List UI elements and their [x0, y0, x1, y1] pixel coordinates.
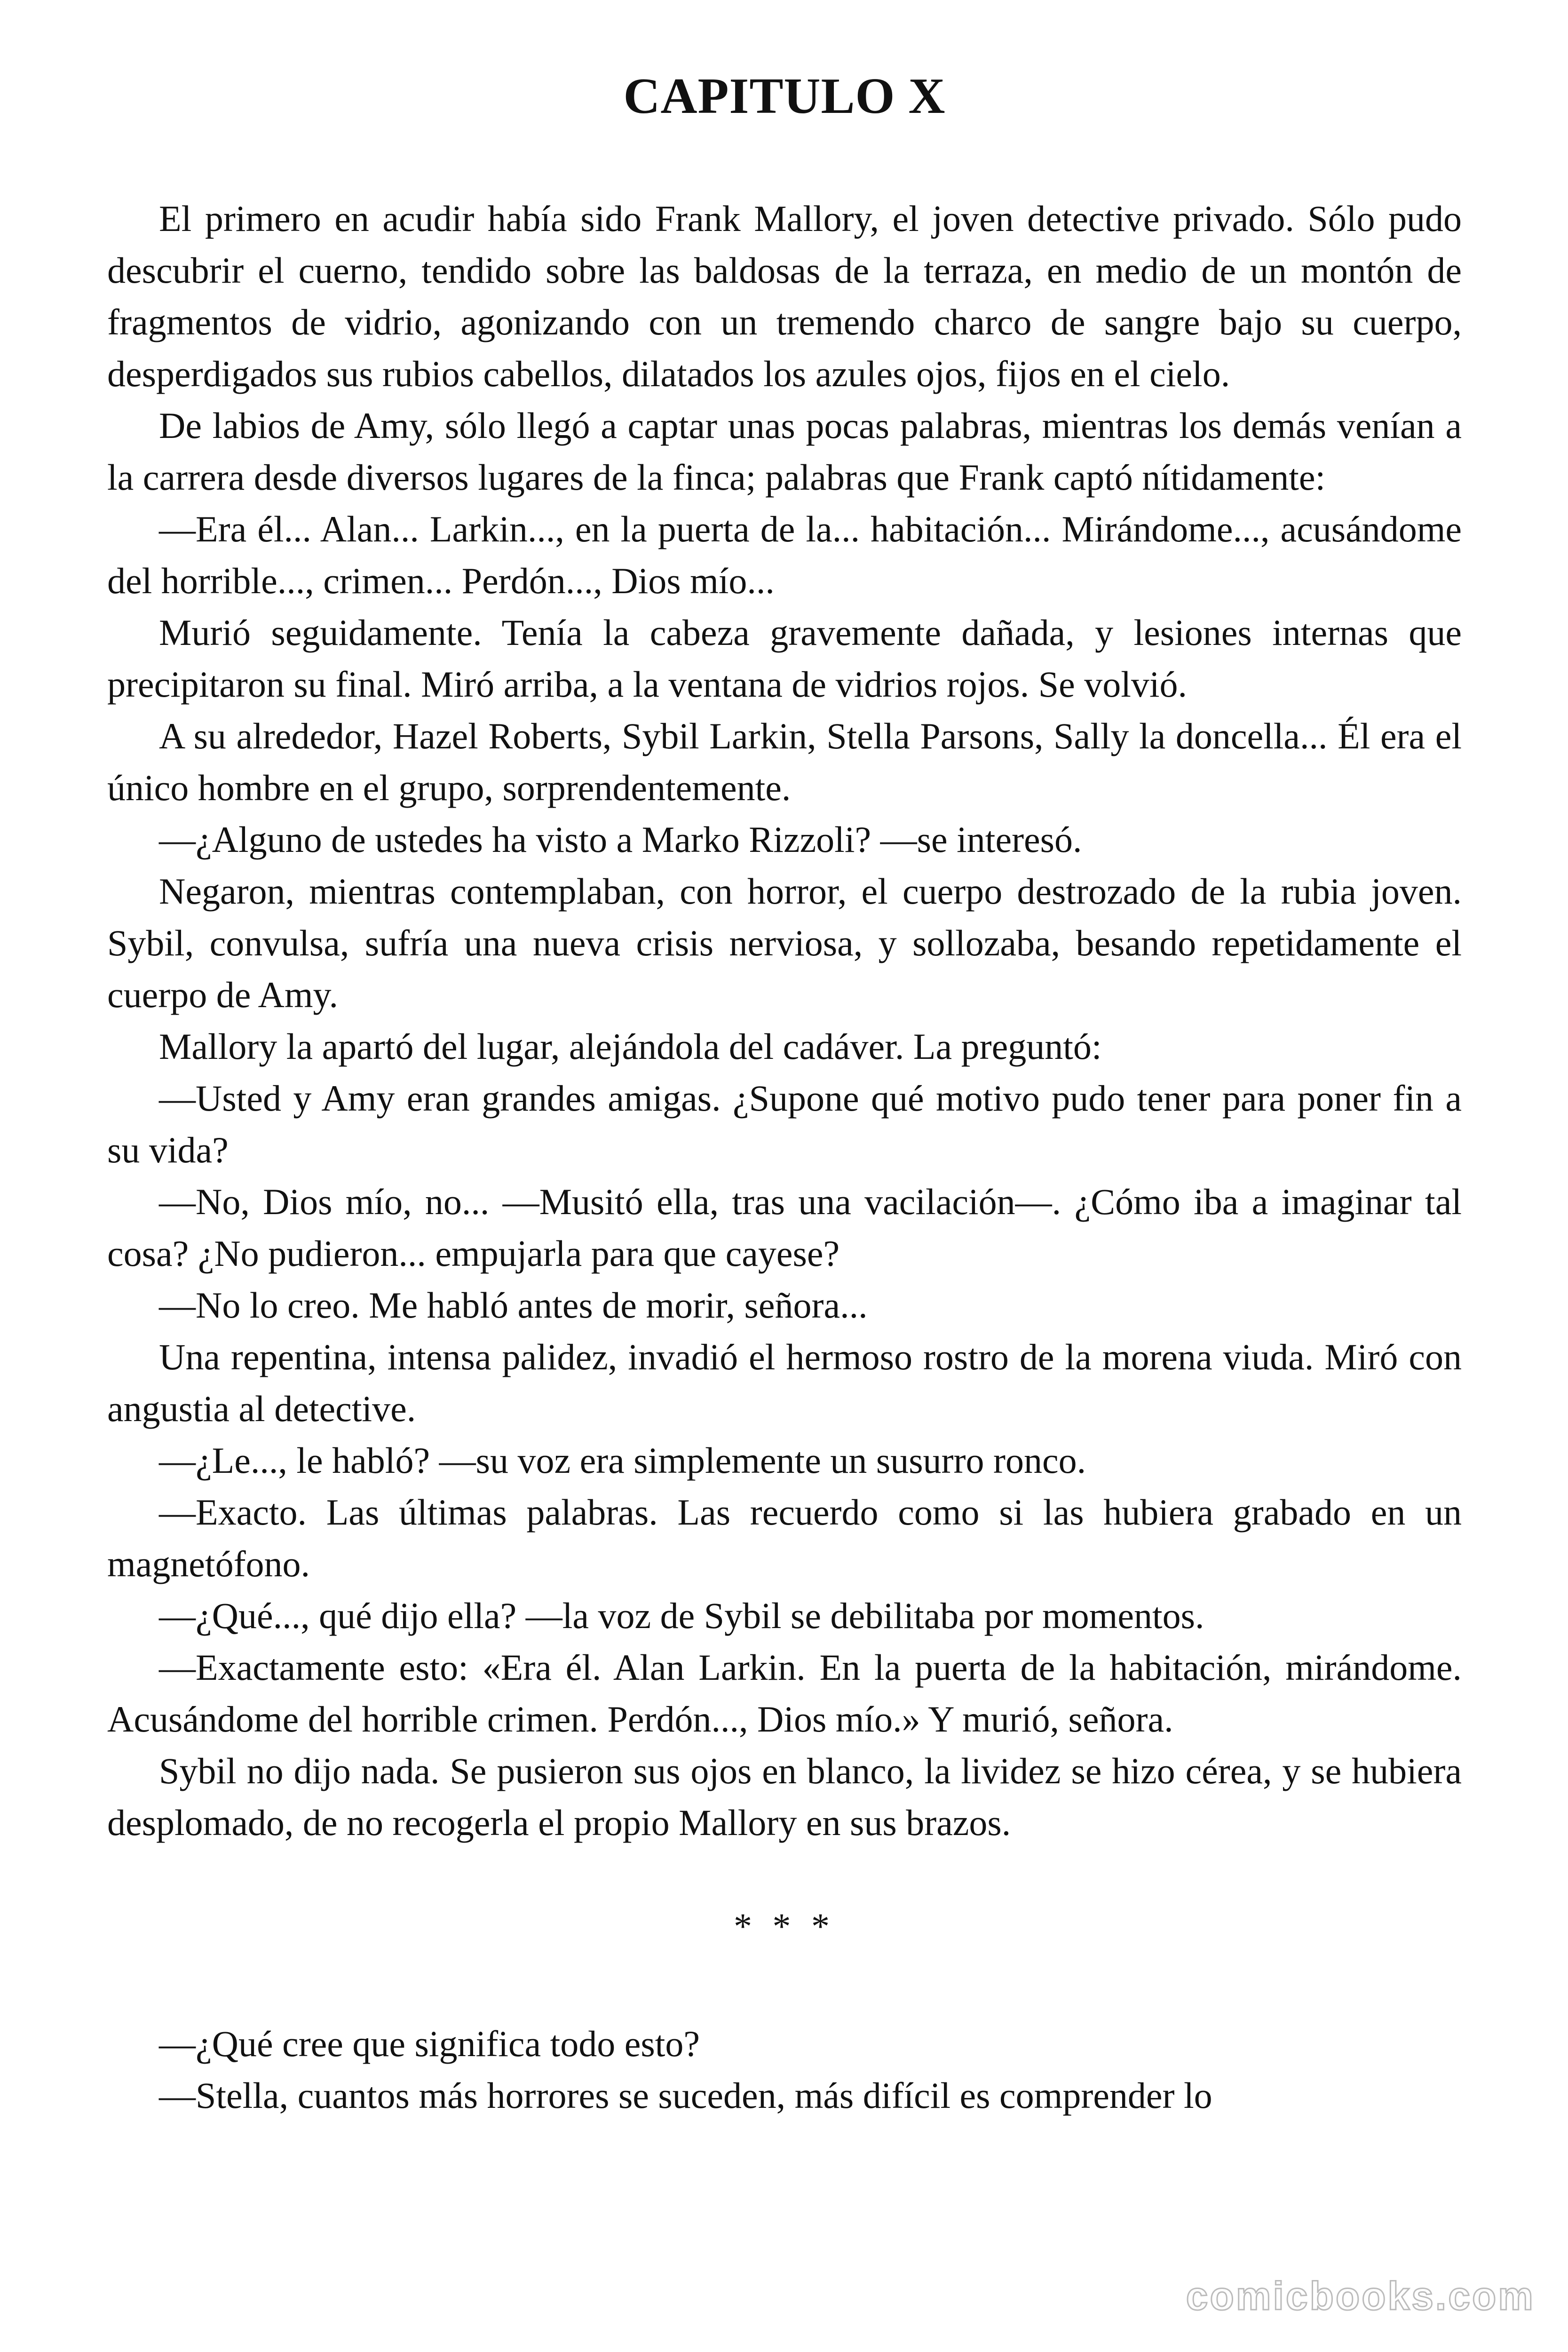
paragraph: Sybil no dijo nada. Se pusieron sus ojos en blanco, la lividez se hizo cérea, y se hubiera desplomado, de no recogerla el propio Mallory en sus brazos.: [107, 1750, 1462, 1843]
chapter-title: CAPITULO X: [623, 68, 946, 124]
paragraph: —¿Qué cree que significa todo esto?: [159, 2023, 700, 2064]
chapter-body: [107, 193, 1462, 1849]
paragraph: —No lo creo. Me habló antes de morir, señora...: [159, 1285, 868, 1326]
paragraph: —Usted y Amy eran grandes amigas. ¿Supone qué motivo pudo tener para poner fin a su vida?: [107, 1078, 1462, 1170]
book-page: [107, 61, 1462, 2122]
paragraph: —Stella, cuantos más horrores se suceden, más difícil es comprender lo: [159, 2075, 1212, 2116]
scene-separator: * * *: [734, 1906, 835, 1947]
paragraph: Murió seguidamente. Tenía la cabeza gravemente dañada, y lesiones internas que precipitaron su final. Miró arriba, a la ventana de vidrios rojos. Se volvió.: [107, 612, 1462, 705]
paragraph: Una repentina, intensa palidez, invadió el hermoso rostro de la morena viuda. Miró con angustia al detective.: [107, 1336, 1462, 1429]
paragraph: —Exacto. Las últimas palabras. Las recuerdo como si las hubiera grabado en un magnetófono.: [107, 1492, 1462, 1584]
paragraph: —Era él... Alan... Larkin..., en la puerta de la... habitación... Mirándome..., acusándome del horrible..., crimen... Perdón..., Dios mío...: [107, 509, 1462, 601]
paragraph: —No, Dios mío, no... —Musitó ella, tras una vacilación—. ¿Cómo iba a imaginar tal cosa? ¿No pudieron... empujarla para que cayese?: [107, 1181, 1462, 1274]
paragraph: Negaron, mientras contemplaban, con horror, el cuerpo destrozado de la rubia joven. Sybil, convulsa, sufría una nueva crisis nerviosa, y sollozaba, besando repetidamente el cuerpo de Amy.: [107, 871, 1462, 1015]
paragraph: —Exactamente esto: «Era él. Alan Larkin. En la puerta de la habitación, mirándome. Acusándome del horrible crimen. Perdón..., Dios mío.» Y murió, señora.: [107, 1647, 1462, 1740]
paragraph: —¿Qué..., qué dijo ella? —la voz de Sybil se debilitaba por momentos.: [159, 1595, 1204, 1636]
watermark-logo: comicbooks.com: [1186, 2274, 1535, 2318]
chapter-body-continued: [107, 2018, 1462, 2122]
paragraph: El primero en acudir había sido Frank Mallory, el joven detective privado. Sólo pudo descubrir el cuerno, tendido sobre las baldosas de la terraza, en medio de un montón de fragmentos de vidrio, agonizando con un tremendo charco de sangre bajo su cuerpo, desperdigados sus rubios cabellos, dilatados los azules ojos, fijos en el cielo.: [107, 198, 1462, 394]
paragraph: Mallory la apartó del lugar, alejándola del cadáver. La preguntó:: [159, 1026, 1102, 1067]
paragraph: —¿Le..., le habló? —su voz era simplemente un susurro ronco.: [159, 1440, 1086, 1481]
paragraph: —¿Alguno de ustedes ha visto a Marko Rizzoli? —se interesó.: [159, 819, 1082, 860]
paragraph: De labios de Amy, sólo llegó a captar unas pocas palabras, mientras los demás venían a la carrera desde diversos lugares de la finca; palabras que Frank captó nítidamente:: [107, 405, 1462, 498]
paragraph: A su alrededor, Hazel Roberts, Sybil Larkin, Stella Parsons, Sally la doncella... Él era el único hombre en el grupo, sorprendentemente.: [107, 715, 1462, 808]
